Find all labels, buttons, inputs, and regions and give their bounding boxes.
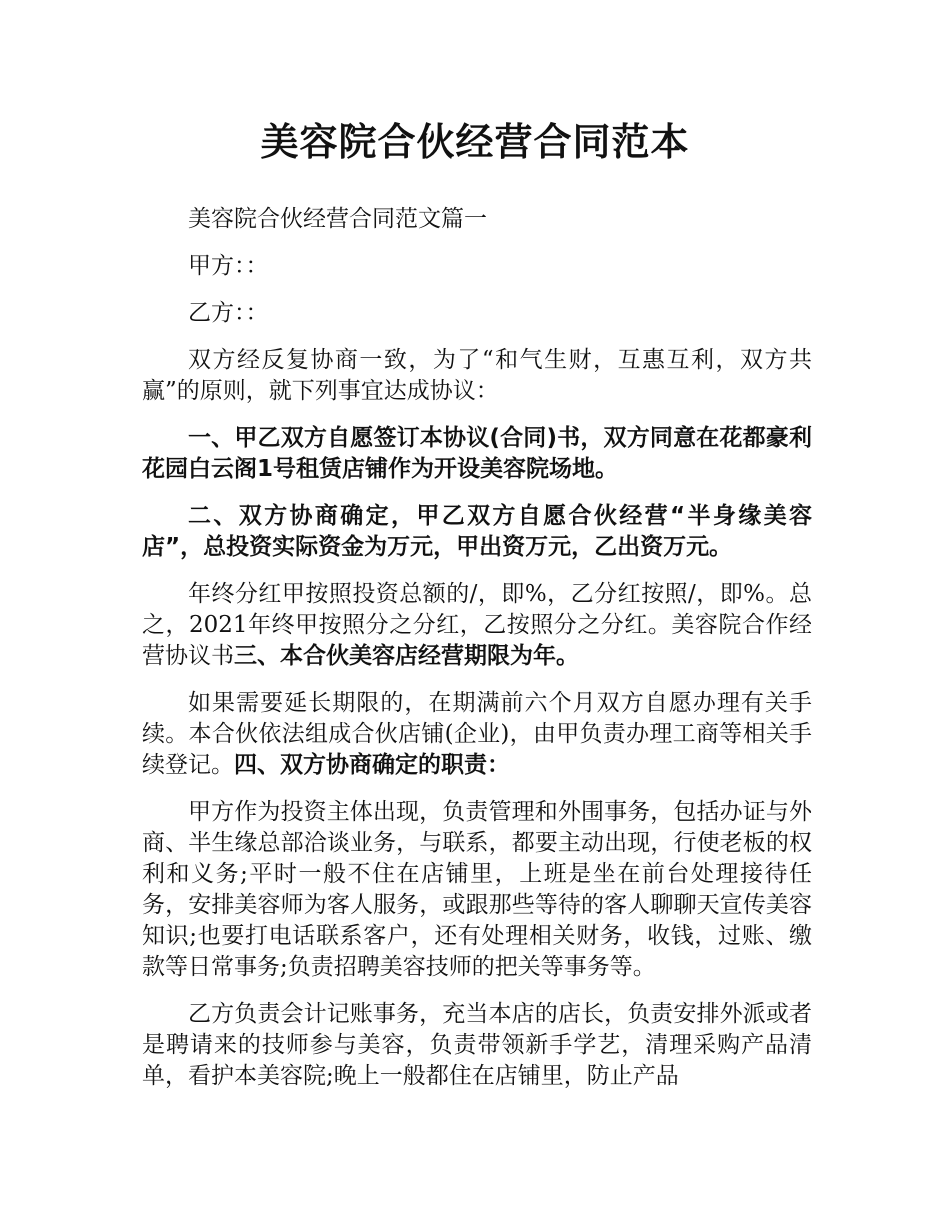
clause-two: [142, 501, 812, 563]
paragraph-text: 双方经反复协商一致，为了“和气生财，互惠互利，双方共赢”的原则，就下列事宜达成协议：: [142, 347, 812, 404]
paragraph-text: 乙方：：: [188, 300, 269, 326]
paragraph-dividend: [142, 579, 812, 672]
paragraph-text: 乙方负责会计记账事务，充当本店的店长，负责安排外派或者是聘请来的技师参与美容，负责带领新手学艺，清理采购产品清单，看护本美容院;晚上一般都住在店铺里，防止产品: [142, 1001, 812, 1089]
paragraph-text: 美容院合伙经营合同范文篇一: [188, 206, 487, 232]
clause-one: [142, 423, 812, 485]
clause-heading: 三、本合伙美容店经营期限为年。: [234, 643, 579, 669]
paragraph-party-a-duties: [142, 797, 812, 983]
paragraph-text: 年终分红甲按照投资总额的/，即%，乙分红按照/，即%。总之，2021年终甲按照分之分红，乙按照分之分红。美容院合作经营协议书: [142, 581, 812, 669]
document-title: 美容院合伙经营合同范本: [260, 120, 690, 164]
paragraph-preamble: [142, 345, 812, 407]
clause-heading: 二、双方协商确定，甲乙双方自愿合伙经营“半身缘美容店”，总投资实际资金为万元，甲出资万元，乙出资万元。: [142, 503, 812, 560]
paragraph-term-extension: [142, 688, 812, 781]
paragraph-text: 如果需要延长期限的，在期满前六个月双方自愿办理有关手续。本合伙依法组成合伙店铺(企业)，由甲负责办理工商等相关手续登记。: [142, 690, 812, 778]
clause-heading: 四、双方协商确定的职责：: [234, 752, 510, 778]
paragraph-text: 甲方：：: [188, 253, 269, 279]
paragraph-party-b-duties: [142, 999, 812, 1092]
document-body: [142, 204, 812, 1108]
paragraph-party-b: [142, 298, 812, 329]
paragraph-subtitle: [142, 204, 812, 235]
paragraph-text: 甲方作为投资主体出现，负责管理和外围事务，包括办证与外商、半生缘总部洽谈业务，与联系，都要主动出现，行使老板的权利和义务;平时一般不住在店铺里，上班是坐在前台处理接待任务，安排美容师为客人服务，或跟那些等待的客人聊聊天宣传美容知识;也要打电话联系客户，还有处理相关财务，收钱，过账、缴款等日常事务;负责招聘美容技师的把关等事务等。: [142, 799, 812, 980]
paragraph-party-a: [142, 251, 812, 282]
clause-heading: 一、甲乙双方自愿签订本协议(合同)书，双方同意在花都豪利花园白云阁1号租赁店铺作为开设美容院场地。: [142, 425, 812, 482]
